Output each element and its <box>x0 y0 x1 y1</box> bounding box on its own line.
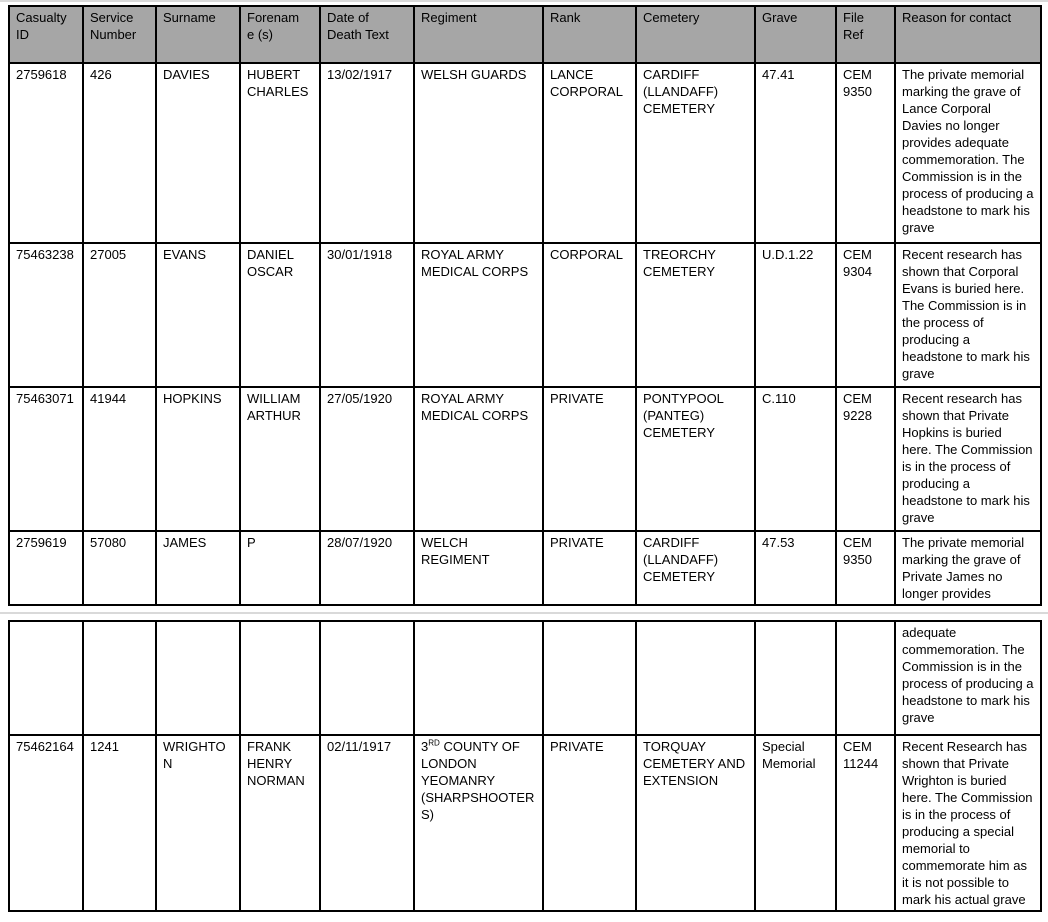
cell-date-of-death <box>320 621 414 735</box>
cell-surname: HOPKINS <box>156 387 240 531</box>
table-row-wrighton <box>9 735 1041 911</box>
cell-cemetery: CARDIFF (LLANDAFF) CEMETERY <box>636 63 755 243</box>
cell-cemetery: CARDIFF (LLANDAFF) CEMETERY <box>636 531 755 605</box>
regiment-ordinal-number: 3 <box>421 739 429 754</box>
cell-file-ref: CEM 9228 <box>836 387 895 531</box>
cell-rank: CORPORAL <box>543 243 636 387</box>
cell-rank: LANCE CORPORAL <box>543 63 636 243</box>
cell-reason: Recent research has shown that Private Hopkins is buried here. The Commission is in the process of producing a headstone to mark his grave <box>895 387 1041 531</box>
cell-date-of-death: 02/11/1917 <box>320 735 414 911</box>
table-header-row <box>9 6 1041 63</box>
cell-casualty-id: 2759619 <box>9 531 83 605</box>
cell-date-of-death: 28/07/1920 <box>320 531 414 605</box>
table-row-davies <box>9 63 1041 243</box>
cell-file-ref <box>836 621 895 735</box>
col-header-casualty-id: Casualty ID <box>9 6 83 63</box>
col-header-reason: Reason for contact <box>895 6 1041 63</box>
cell-grave: Special Memorial <box>755 735 836 911</box>
cell-forenames <box>240 621 320 735</box>
cell-cemetery: TORQUAY CEMETERY AND EXTENSION <box>636 735 755 911</box>
col-header-regiment: Regiment <box>414 6 543 63</box>
cell-casualty-id: 2759618 <box>9 63 83 243</box>
col-header-rank: Rank <box>543 6 636 63</box>
cell-reason: The private memorial marking the grave of Lance Corporal Davies no longer provides adequate commemoration. The Commission is in the process of producing a headstone to mark his grave <box>895 63 1041 243</box>
casualty-table-page-1 <box>8 5 1042 606</box>
page-break-line <box>0 612 1048 614</box>
cell-forenames: DANIEL OSCAR <box>240 243 320 387</box>
cell-grave: U.D.1.22 <box>755 243 836 387</box>
cell-surname: DAVIES <box>156 63 240 243</box>
cell-surname <box>156 621 240 735</box>
cell-casualty-id: 75462164 <box>9 735 83 911</box>
cell-rank: PRIVATE <box>543 735 636 911</box>
cell-grave: 47.41 <box>755 63 836 243</box>
cell-service-number <box>83 621 156 735</box>
col-header-grave: Grave <box>755 6 836 63</box>
cell-forenames: HUBERT CHARLES <box>240 63 320 243</box>
cell-cemetery: PONTYPOOL (PANTEG) CEMETERY <box>636 387 755 531</box>
cell-surname: JAMES <box>156 531 240 605</box>
cell-regiment: ROYAL ARMY MEDICAL CORPS <box>414 387 543 531</box>
cell-casualty-id <box>9 621 83 735</box>
cell-forenames: P <box>240 531 320 605</box>
regiment-ordinal-suffix: RD <box>428 738 440 748</box>
col-header-date-of-death: Date of Death Text <box>320 6 414 63</box>
col-header-forenames: Forename (s) <box>240 6 320 63</box>
cell-reason: Recent Research has shown that Private Wrighton is buried here. The Commission is in the process of producing a special memorial to commemorate him as it is not possible to mark his actual grave <box>895 735 1041 911</box>
cell-rank: PRIVATE <box>543 531 636 605</box>
cell-surname: EVANS <box>156 243 240 387</box>
cell-service-number: 41944 <box>83 387 156 531</box>
col-header-file-ref: File Ref <box>836 6 895 63</box>
table-row-james-continuation <box>9 621 1041 735</box>
cell-surname: WRIGHTON <box>156 735 240 911</box>
cell-file-ref: CEM 9350 <box>836 63 895 243</box>
cell-service-number: 27005 <box>83 243 156 387</box>
cell-regiment <box>414 735 543 911</box>
cell-grave: C.110 <box>755 387 836 531</box>
cell-date-of-death: 27/05/1920 <box>320 387 414 531</box>
cell-regiment: ROYAL ARMY MEDICAL CORPS <box>414 243 543 387</box>
cell-file-ref: CEM 11244 <box>836 735 895 911</box>
table-row-hopkins <box>9 387 1041 531</box>
cell-reason: The private memorial marking the grave of Private James no longer provides <box>895 531 1041 605</box>
cell-forenames: FRANK HENRY NORMAN <box>240 735 320 911</box>
bottom-spacer <box>0 912 1048 922</box>
cell-forenames: WILLIAM ARTHUR <box>240 387 320 531</box>
col-header-service-number: Service Number <box>83 6 156 63</box>
cell-date-of-death: 13/02/1917 <box>320 63 414 243</box>
cell-grave <box>755 621 836 735</box>
cell-rank: PRIVATE <box>543 387 636 531</box>
table-row-evans <box>9 243 1041 387</box>
page-break-separator <box>0 606 1048 620</box>
cell-file-ref: CEM 9304 <box>836 243 895 387</box>
cell-regiment: WELSH GUARDS <box>414 63 543 243</box>
cell-casualty-id: 75463238 <box>9 243 83 387</box>
cell-service-number: 1241 <box>83 735 156 911</box>
cell-reason-continuation: adequate commemoration. The Commission is in the process of producing a headstone to mark his grave <box>895 621 1041 735</box>
cell-cemetery <box>636 621 755 735</box>
cell-reason: Recent research has shown that Corporal Evans is buried here. The Commission is in the process of producing a headstone to mark his grave <box>895 243 1041 387</box>
cell-file-ref: CEM 9350 <box>836 531 895 605</box>
col-header-cemetery: Cemetery <box>636 6 755 63</box>
cell-service-number: 57080 <box>83 531 156 605</box>
cell-service-number: 426 <box>83 63 156 243</box>
cell-regiment: WELCH REGIMENT <box>414 531 543 605</box>
casualty-table-page-2 <box>8 620 1042 912</box>
cell-date-of-death: 30/01/1918 <box>320 243 414 387</box>
table-row-james <box>9 531 1041 605</box>
regiment-name-rest: COUNTY OF LONDON YEOMANRY (SHARPSHOOTERS) <box>421 739 535 822</box>
cell-rank <box>543 621 636 735</box>
cell-grave: 47.53 <box>755 531 836 605</box>
col-header-surname: Surname <box>156 6 240 63</box>
cell-casualty-id: 75463071 <box>9 387 83 531</box>
cell-cemetery: TREORCHY CEMETERY <box>636 243 755 387</box>
cell-regiment <box>414 621 543 735</box>
